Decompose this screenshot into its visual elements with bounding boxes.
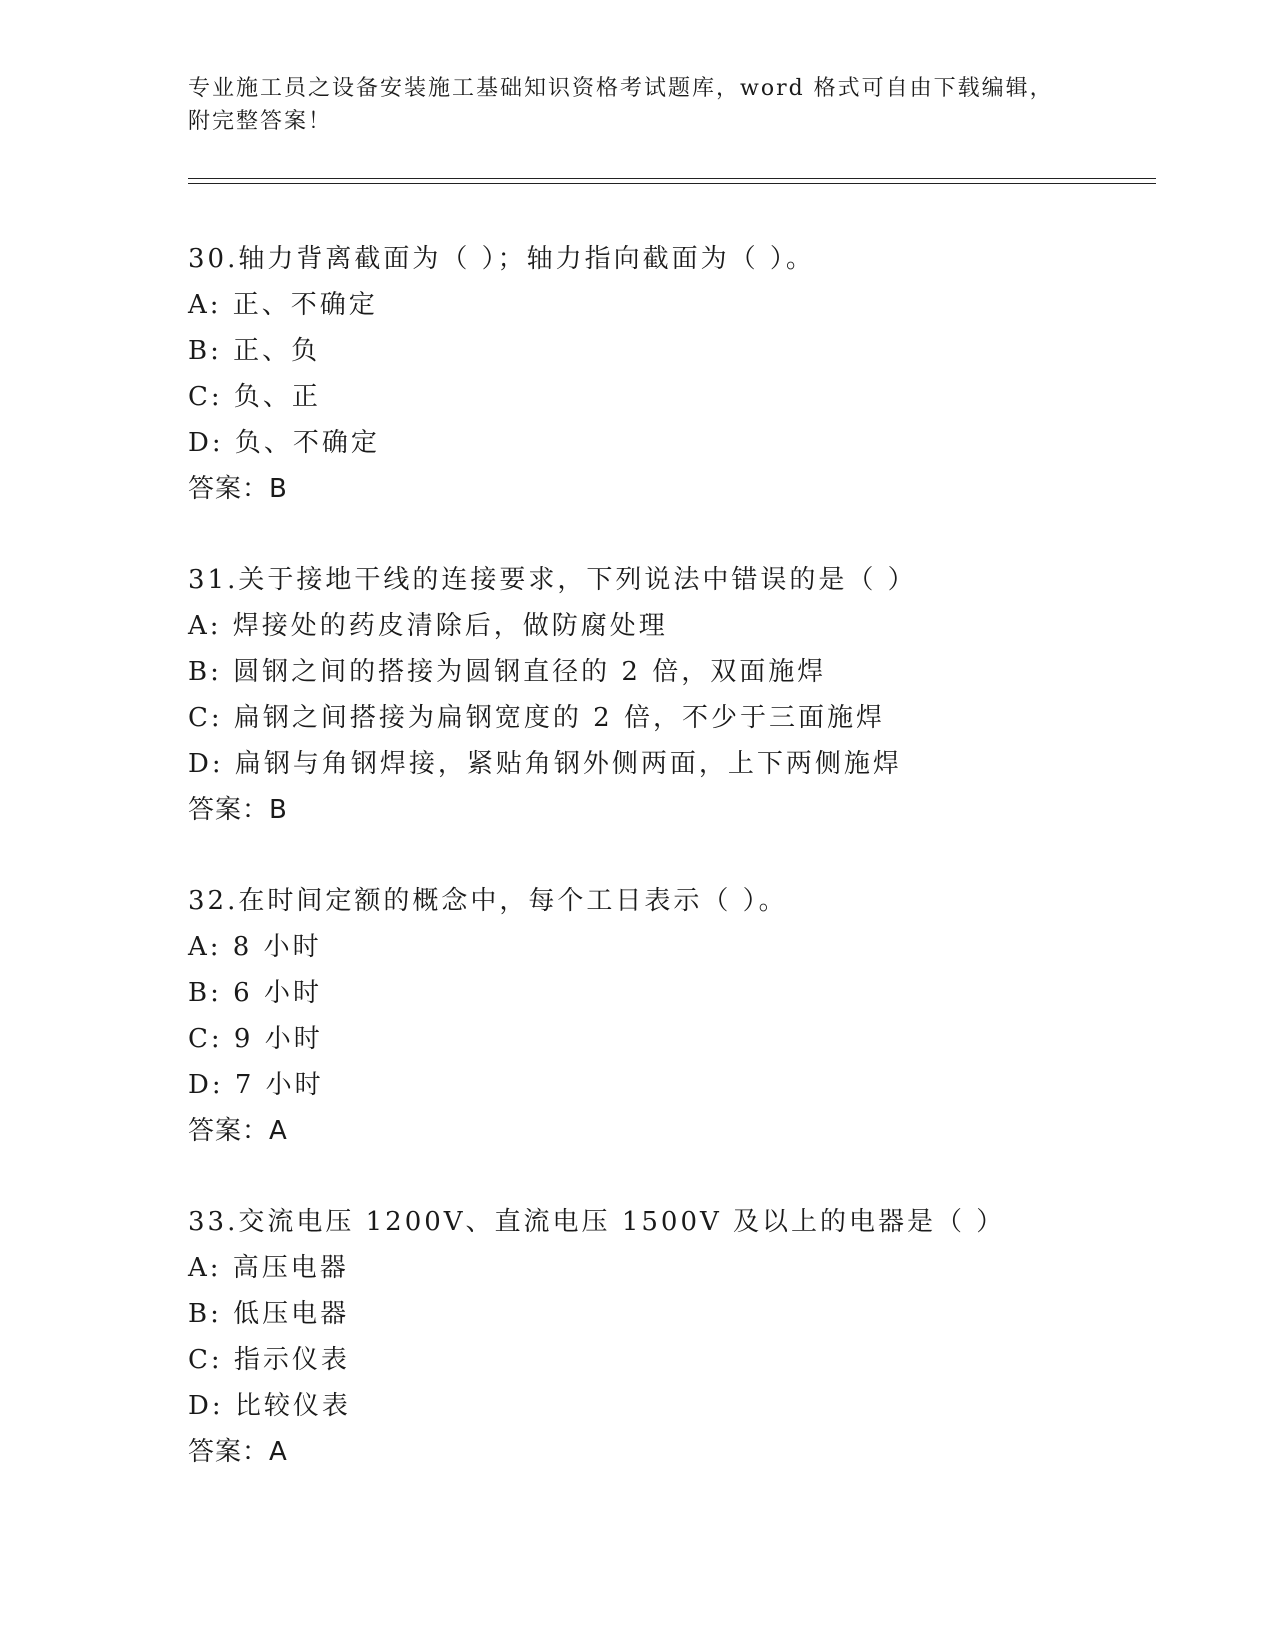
option-d: D: 7 小时 <box>188 1070 324 1100</box>
answer: 答案：B <box>188 795 288 825</box>
question-stem: 33.交流电压 1200V、直流电压 1500V 及以上的电器是（ ） <box>188 1207 1006 1237</box>
answer: 答案：A <box>188 1116 288 1146</box>
option-c: C: 9 小时 <box>188 1024 323 1054</box>
header-divider-bottom <box>188 183 1156 184</box>
option-b: B: 圆钢之间的搭接为圆钢直径的 2 倍，双面施焊 <box>188 657 827 687</box>
option-d: D: 比较仪表 <box>188 1391 351 1421</box>
question-stem: 32.在时间定额的概念中，每个工日表示（ ）。 <box>188 886 788 916</box>
header-line-2: 附完整答案！ <box>188 109 333 134</box>
question-stem: 30.轴力背离截面为（ ）；轴力指向截面为（ ）。 <box>188 244 815 274</box>
option-c: C: 负、正 <box>188 382 321 412</box>
question-31 <box>188 557 1168 833</box>
question-32 <box>188 878 1168 1154</box>
option-b: B: 6 小时 <box>188 978 322 1008</box>
document-header <box>188 72 1088 138</box>
option-c: C: 指示仪表 <box>188 1345 350 1375</box>
option-b: B: 正、负 <box>188 336 321 366</box>
question-30 <box>188 236 1168 512</box>
option-c: C: 扁钢之间搭接为扁钢宽度的 2 倍，不少于三面施焊 <box>188 703 885 733</box>
header-divider-top <box>188 178 1156 179</box>
option-a: A: 高压电器 <box>188 1253 349 1283</box>
question-33 <box>188 1199 1168 1475</box>
header-line-1: 专业施工员之设备安装施工基础知识资格考试题库，word 格式可自由下载编辑， <box>188 76 1054 101</box>
option-a: A: 8 小时 <box>188 932 322 962</box>
option-d: D: 负、不确定 <box>188 428 380 458</box>
answer: 答案：B <box>188 474 288 504</box>
question-stem: 31.关于接地干线的连接要求，下列说法中错误的是（ ） <box>188 565 917 595</box>
option-a: A: 正、不确定 <box>188 290 378 320</box>
answer: 答案：A <box>188 1437 288 1467</box>
option-d: D: 扁钢与角钢焊接，紧贴角钢外侧两面，上下两侧施焊 <box>188 749 902 779</box>
option-a: A: 焊接处的药皮清除后，做防腐处理 <box>188 611 668 641</box>
option-b: B: 低压电器 <box>188 1299 350 1329</box>
